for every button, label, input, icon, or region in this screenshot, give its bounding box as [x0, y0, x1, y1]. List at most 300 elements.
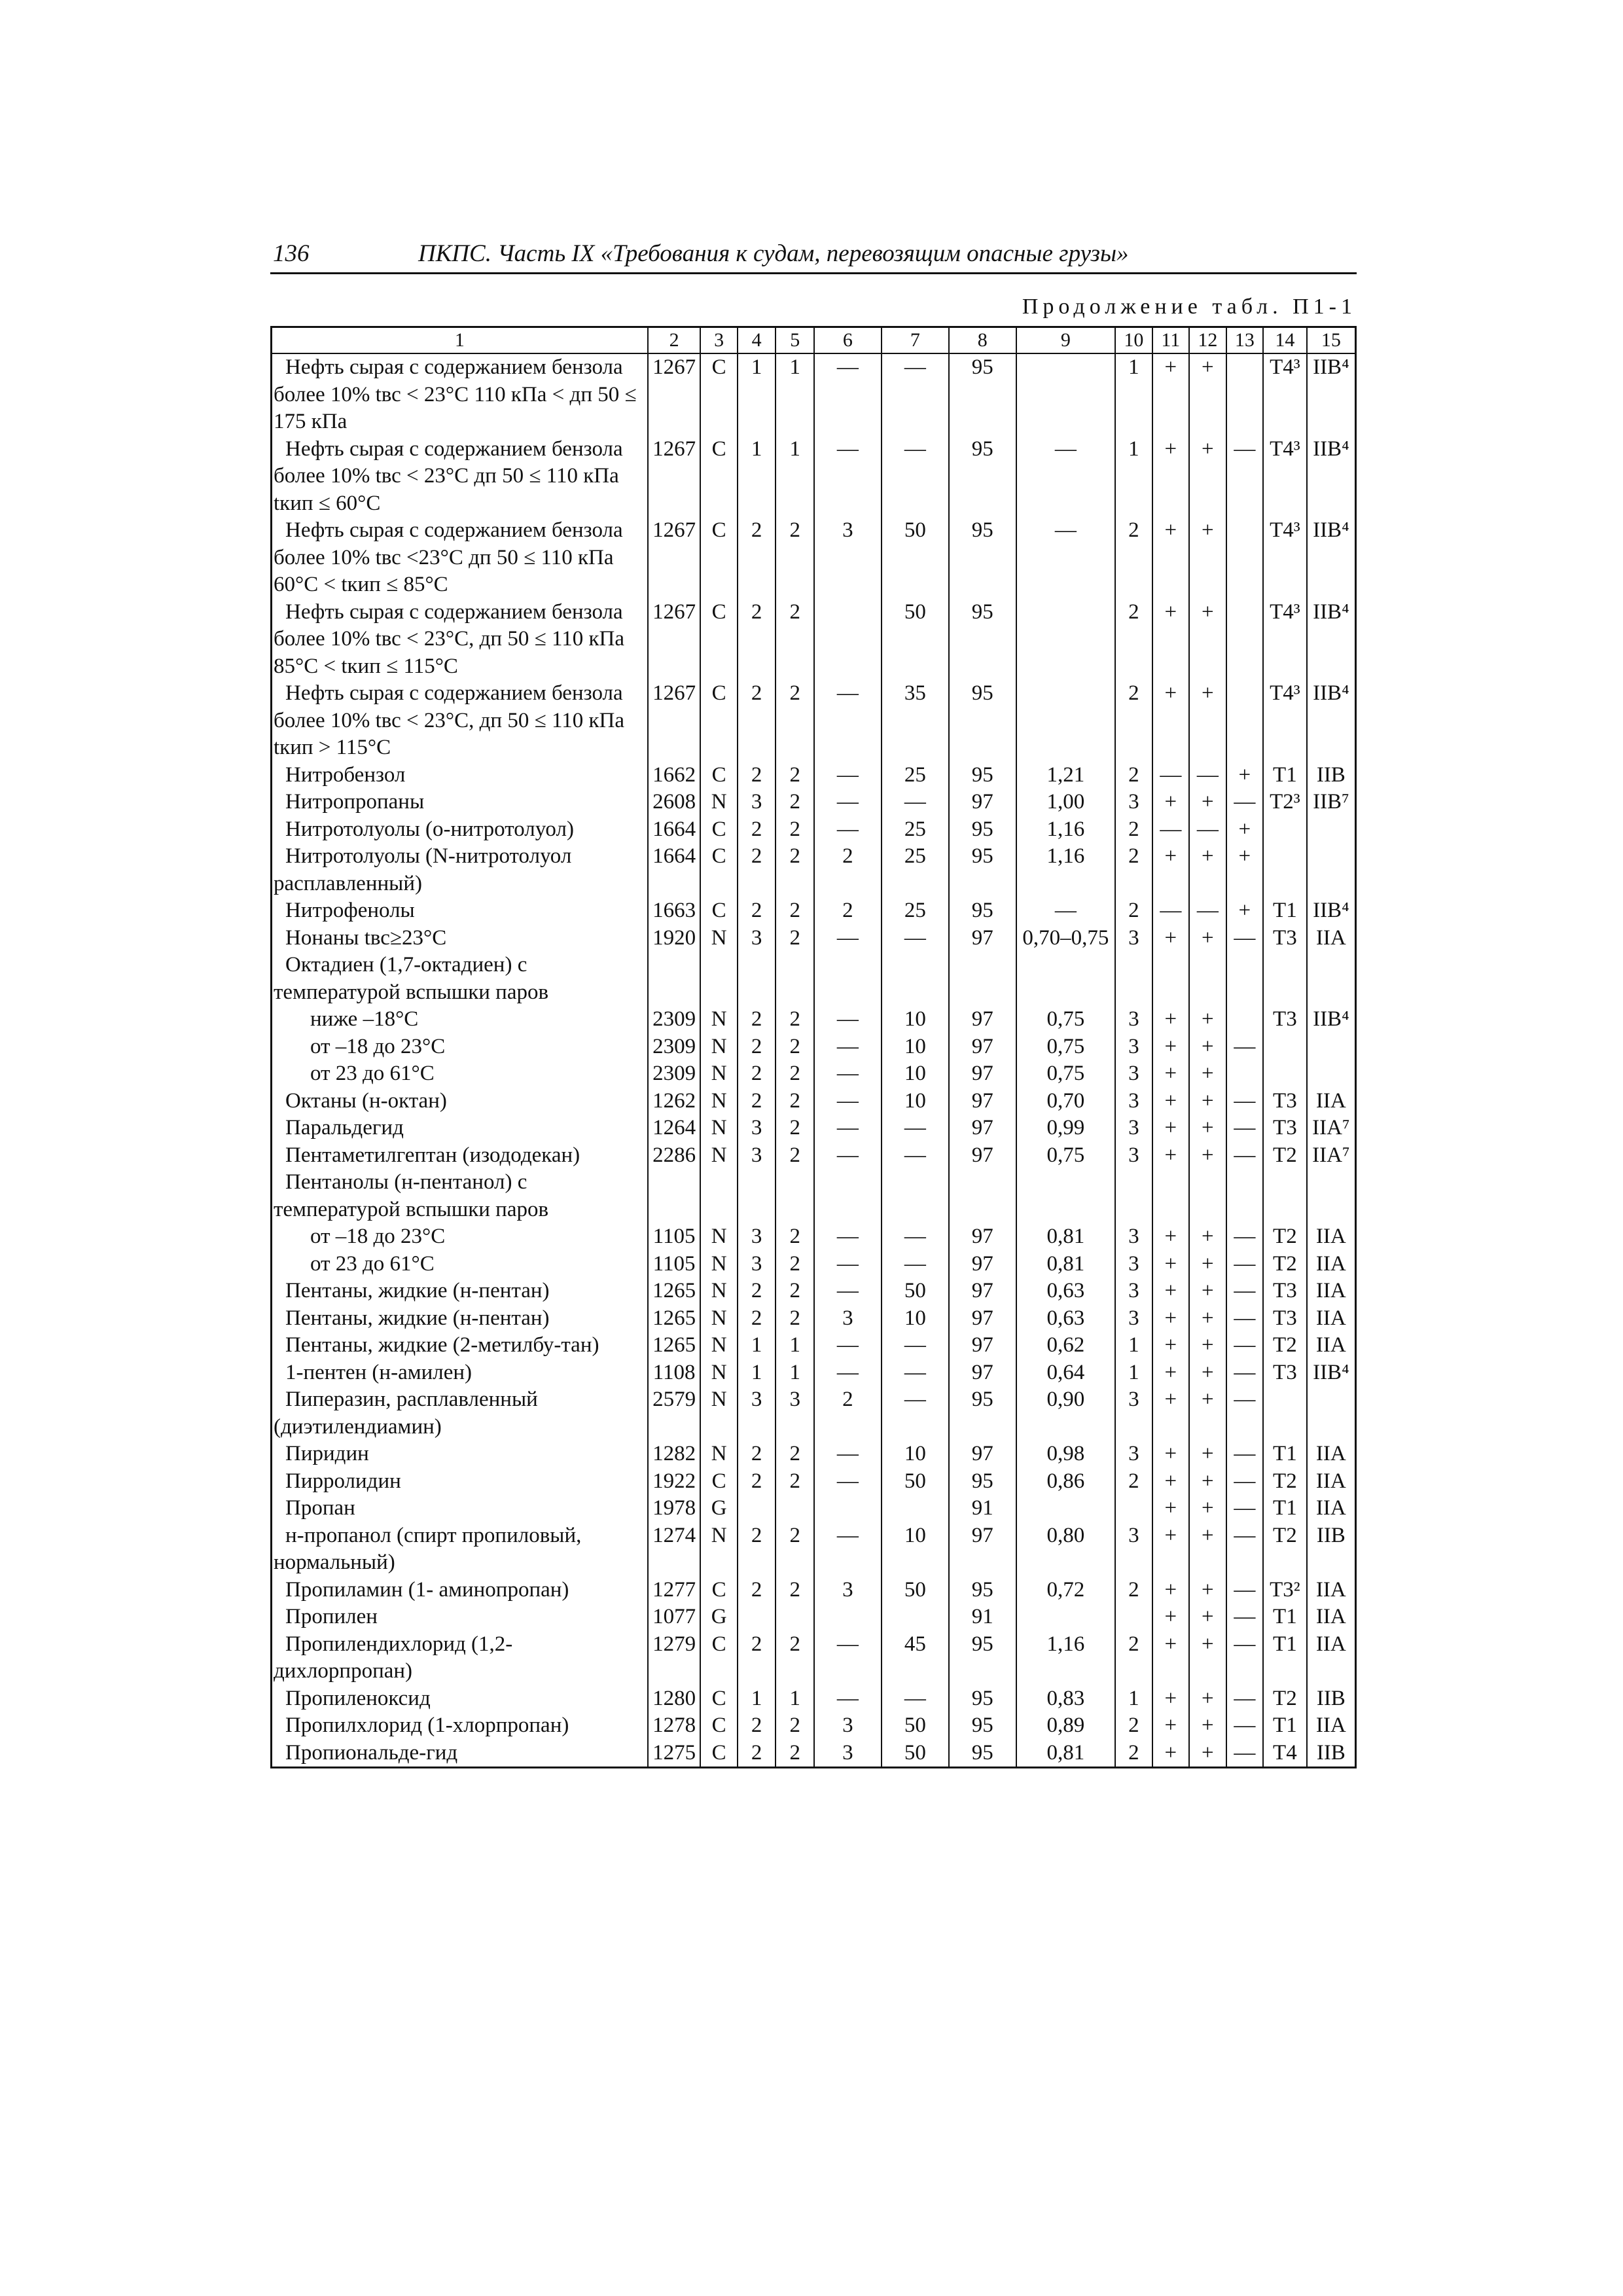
table-cell-col-8: 97 [949, 1033, 1016, 1061]
table-cell-col-10: 3 [1115, 1305, 1152, 1333]
table-cell-col-10: 2 [1115, 762, 1152, 789]
table-cell-col-4: 2 [738, 843, 776, 897]
cargo-name-cell: Нефть сырая с содержанием бензола более 10% tвс < 23°С 110 кПа < дп 50 ≤ 175 кПа [272, 353, 648, 436]
table-cell-col-14: T1 [1263, 1712, 1307, 1740]
table-cell-col-12: + [1189, 1740, 1226, 1768]
table-cell-col-4: 3 [738, 1115, 776, 1142]
table-cell-col-8: 97 [949, 925, 1016, 952]
table-cell-col-13: — [1226, 789, 1264, 816]
table-cell-col-15: IIB⁴ [1307, 1006, 1356, 1033]
table-cell-col-13: — [1226, 1033, 1264, 1061]
table-cell-col-10: 2 [1115, 1577, 1152, 1604]
table-cell-col-4: 2 [738, 897, 776, 925]
table-cell-col-12: + [1189, 1305, 1226, 1333]
table-cell-col-15: IIA [1307, 1305, 1356, 1333]
table-cell-col-9: 0,72 [1016, 1577, 1115, 1604]
table-cell-col-3: N [700, 1359, 738, 1387]
table-cell-col-3: C [700, 599, 738, 681]
table-cell-col-2: 1267 [648, 517, 701, 599]
column-header-7: 7 [882, 327, 949, 354]
table-row [272, 1441, 1356, 1468]
cargo-name-cell: Октадиен (1,7-октадиен) с температурой вспышки паров [272, 952, 648, 1006]
table-cell-col-11: + [1152, 1033, 1190, 1061]
column-header-14: 14 [1263, 327, 1307, 354]
table-cell-col-2: 2608 [648, 789, 701, 816]
table-cell-col-14 [1263, 1169, 1307, 1223]
table-cell-col-6: — [814, 1685, 882, 1713]
table-cell-col-3: C [700, 1468, 738, 1496]
table-cell-col-3: C [700, 1631, 738, 1685]
table-cell-col-11: + [1152, 1604, 1190, 1631]
cargo-name-cell: Октаны (н-октан) [272, 1088, 648, 1115]
table-cell-col-5: 2 [776, 1251, 814, 1278]
table-cell-col-15: IIB⁴ [1307, 353, 1356, 436]
table-cell-col-10 [1115, 952, 1152, 1006]
table-cell-col-9: 0,81 [1016, 1740, 1115, 1768]
table-cell-col-3: C [700, 436, 738, 518]
table-row [272, 1712, 1356, 1740]
table-cell-col-11: + [1152, 1685, 1190, 1713]
table-cell-col-8 [949, 952, 1016, 1006]
table-cell-col-6: 2 [814, 843, 882, 897]
table-cell-col-7: — [882, 789, 949, 816]
table-cell-col-3 [700, 952, 738, 1006]
table-cell-col-9: 0,75 [1016, 1033, 1115, 1061]
table-cell-col-13: + [1226, 816, 1264, 844]
table-cell-col-2: 1267 [648, 436, 701, 518]
page-header [270, 238, 1357, 274]
table-cell-col-15: IIB [1307, 762, 1356, 789]
table-cell-col-9: 1,16 [1016, 843, 1115, 897]
table-cell-col-11: + [1152, 1305, 1190, 1333]
table-cell-col-15: IIA [1307, 1441, 1356, 1468]
table-cell-col-10: 1 [1115, 353, 1152, 436]
table-cell-col-14: T4³ [1263, 436, 1307, 518]
table-cell-col-12: + [1189, 436, 1226, 518]
table-cell-col-7: — [882, 1685, 949, 1713]
table-cell-col-5: 2 [776, 1468, 814, 1496]
table-cell-col-11: + [1152, 1142, 1190, 1170]
table-cell-col-14: T3 [1263, 925, 1307, 952]
table-cell-col-9: 0,99 [1016, 1115, 1115, 1142]
table-cell-col-7 [882, 1604, 949, 1631]
table-cell-col-12: + [1189, 1495, 1226, 1522]
table-cell-col-5: 2 [776, 1033, 814, 1061]
table-cell-col-10: 3 [1115, 1441, 1152, 1468]
table-row [272, 1251, 1356, 1278]
table-cell-col-6: — [814, 1332, 882, 1359]
table-cell-col-4: 3 [738, 1386, 776, 1441]
table-cell-col-8: 97 [949, 1359, 1016, 1387]
cargo-name-cell: Нитропропаны [272, 789, 648, 816]
table-cell-col-12: + [1189, 680, 1226, 762]
table-cell-col-7 [882, 1169, 949, 1223]
table-cell-col-13: + [1226, 762, 1264, 789]
table-cell-col-11: — [1152, 897, 1190, 925]
table-cell-col-4: 2 [738, 1305, 776, 1333]
table-cell-col-10: 3 [1115, 1060, 1152, 1088]
table-cell-col-13: — [1226, 1740, 1264, 1768]
table-cell-col-8: 97 [949, 1223, 1016, 1251]
table-cell-col-5 [776, 1495, 814, 1522]
table-cell-col-14: T2 [1263, 1685, 1307, 1713]
table-cell-col-3: N [700, 1251, 738, 1278]
table-cell-col-13 [1226, 1169, 1264, 1223]
table-cell-col-4 [738, 1169, 776, 1223]
table-cell-col-2: 1275 [648, 1740, 701, 1768]
table-row [272, 789, 1356, 816]
table-cell-col-3: N [700, 1088, 738, 1115]
table-cell-col-8: 97 [949, 1060, 1016, 1088]
table-cell-col-9 [1016, 952, 1115, 1006]
table-cell-col-8: 95 [949, 1386, 1016, 1441]
table-cell-col-3: N [700, 1006, 738, 1033]
table-cell-col-3: C [700, 816, 738, 844]
table-cell-col-7: — [882, 1332, 949, 1359]
table-cell-col-13: — [1226, 1441, 1264, 1468]
table-cell-col-10: 3 [1115, 1278, 1152, 1305]
cargo-name-cell: Пиперазин, расплавленный (диэтилендиамин) [272, 1386, 648, 1441]
table-cell-col-8: 95 [949, 1712, 1016, 1740]
table-row [272, 1685, 1356, 1713]
table-cell-col-10: 2 [1115, 599, 1152, 681]
table-cell-col-9 [1016, 1495, 1115, 1522]
table-cell-col-9 [1016, 680, 1115, 762]
table-cell-col-6 [814, 599, 882, 681]
table-cell-col-6: — [814, 1278, 882, 1305]
table-cell-col-4: 2 [738, 517, 776, 599]
table-cell-col-6: — [814, 1468, 882, 1496]
table-cell-col-13: — [1226, 1305, 1264, 1333]
table-cell-col-5: 2 [776, 1441, 814, 1468]
table-row [272, 353, 1356, 436]
table-cell-col-4: 2 [738, 1522, 776, 1577]
table-cell-col-6 [814, 1495, 882, 1522]
table-cell-col-2: 1105 [648, 1251, 701, 1278]
table-row [272, 1223, 1356, 1251]
cargo-name-cell: Пропиламин (1- аминопропан) [272, 1577, 648, 1604]
table-cell-col-4 [738, 952, 776, 1006]
table-cell-col-12: — [1189, 816, 1226, 844]
table-cell-col-8: 95 [949, 762, 1016, 789]
page-number: 136 [273, 240, 310, 267]
table-cell-col-15: IIB [1307, 1522, 1356, 1577]
table-cell-col-4: 2 [738, 1712, 776, 1740]
table-cell-col-11 [1152, 1169, 1190, 1223]
hazardous-cargo-table [270, 326, 1357, 1768]
table-cell-col-4: 1 [738, 1359, 776, 1387]
table-cell-col-14: T2 [1263, 1332, 1307, 1359]
table-cell-col-5: 2 [776, 789, 814, 816]
table-cell-col-7 [882, 1495, 949, 1522]
table-cell-col-6: — [814, 1631, 882, 1685]
table-cell-col-11: + [1152, 1332, 1190, 1359]
table-cell-col-14: T2 [1263, 1223, 1307, 1251]
table-cell-col-6: — [814, 1441, 882, 1468]
table-cell-col-14: T2 [1263, 1142, 1307, 1170]
table-cell-col-11: + [1152, 1441, 1190, 1468]
cargo-name-cell: Нонаны tвс≥23°С [272, 925, 648, 952]
table-cell-col-14: T1 [1263, 897, 1307, 925]
table-cell-col-15: IIB⁴ [1307, 517, 1356, 599]
table-cell-col-3 [700, 1169, 738, 1223]
table-cell-col-12 [1189, 952, 1226, 1006]
table-cell-col-5: 2 [776, 843, 814, 897]
table-row [272, 1604, 1356, 1631]
column-header-1: 1 [272, 327, 648, 354]
table-cell-col-2: 1664 [648, 843, 701, 897]
table-cell-col-12: — [1189, 897, 1226, 925]
table-cell-col-9: 0,70 [1016, 1088, 1115, 1115]
table-cell-col-10: 2 [1115, 1740, 1152, 1768]
table-cell-col-6 [814, 1604, 882, 1631]
table-cell-col-4: 2 [738, 762, 776, 789]
table-cell-col-11: + [1152, 1740, 1190, 1768]
table-cell-col-4: 3 [738, 1223, 776, 1251]
table-cell-col-15: IIA⁷ [1307, 1142, 1356, 1170]
running-title: ПКПС. Часть IX «Требования к судам, перевозящим опасные грузы» [418, 240, 1129, 267]
table-cell-col-9 [1016, 1604, 1115, 1631]
table-cell-col-11: + [1152, 599, 1190, 681]
table-cell-col-8: 97 [949, 1251, 1016, 1278]
table-cell-col-7 [882, 952, 949, 1006]
table-cell-col-8: 97 [949, 1142, 1016, 1170]
table-cell-col-5: 2 [776, 1712, 814, 1740]
table-cell-col-10 [1115, 1495, 1152, 1522]
table-row [272, 1631, 1356, 1685]
table-cell-col-13: — [1226, 1115, 1264, 1142]
table-cell-col-13: — [1226, 436, 1264, 518]
table-cell-col-10: 1 [1115, 436, 1152, 518]
table-cell-col-10: 2 [1115, 897, 1152, 925]
table-cell-col-7: 35 [882, 680, 949, 762]
table-row [272, 816, 1356, 844]
table-cell-col-5: 2 [776, 1278, 814, 1305]
table-cell-col-7: — [882, 1386, 949, 1441]
table-cell-col-4: 1 [738, 436, 776, 518]
cargo-name-cell: от 23 до 61°С [272, 1251, 648, 1278]
table-cell-col-8: 97 [949, 1278, 1016, 1305]
table-cell-col-7: 50 [882, 517, 949, 599]
table-cell-col-7: 25 [882, 843, 949, 897]
table-cell-col-14: T1 [1263, 1604, 1307, 1631]
table-row [272, 1332, 1356, 1359]
table-cell-col-3: C [700, 353, 738, 436]
column-header-12: 12 [1189, 327, 1226, 354]
table-cell-col-7: — [882, 1223, 949, 1251]
table-cell-col-15: IIB⁴ [1307, 436, 1356, 518]
table-cell-col-4: 2 [738, 1631, 776, 1685]
table-cell-col-13 [1226, 517, 1264, 599]
table-cell-col-6: — [814, 1359, 882, 1387]
table-cell-col-12: + [1189, 1142, 1226, 1170]
table-cell-col-11: + [1152, 1468, 1190, 1496]
table-cell-col-7: — [882, 436, 949, 518]
table-cell-col-9: — [1016, 436, 1115, 518]
table-cell-col-5: 1 [776, 436, 814, 518]
table-cell-col-2: 1108 [648, 1359, 701, 1387]
table-cell-col-6: — [814, 816, 882, 844]
table-cell-col-4: 2 [738, 1577, 776, 1604]
table-cell-col-9: 0,75 [1016, 1006, 1115, 1033]
table-cell-col-12: + [1189, 1386, 1226, 1441]
table-cell-col-12: + [1189, 1033, 1226, 1061]
table-cell-col-2: 2579 [648, 1386, 701, 1441]
table-cell-col-2: 1282 [648, 1441, 701, 1468]
table-cell-col-7: 10 [882, 1060, 949, 1088]
table-cell-col-8: 95 [949, 843, 1016, 897]
cargo-name-cell: Нитротолуолы (N-нитротолуол расплавленный) [272, 843, 648, 897]
table-cell-col-15: IIA [1307, 1495, 1356, 1522]
table-cell-col-3: N [700, 1278, 738, 1305]
table-cell-col-14: T3² [1263, 1577, 1307, 1604]
table-cell-col-4: 2 [738, 1468, 776, 1496]
table-cell-col-10: 1 [1115, 1332, 1152, 1359]
table-row [272, 1577, 1356, 1604]
table-cell-col-14: T2 [1263, 1468, 1307, 1496]
table-cell-col-13: — [1226, 1088, 1264, 1115]
table-cell-col-4: 2 [738, 816, 776, 844]
table-cell-col-10: 3 [1115, 1223, 1152, 1251]
table-cell-col-12: + [1189, 1115, 1226, 1142]
table-cell-col-8: 95 [949, 599, 1016, 681]
table-cell-col-3: G [700, 1495, 738, 1522]
table-cell-col-8: 97 [949, 1441, 1016, 1468]
table-cell-col-9: 0,81 [1016, 1251, 1115, 1278]
table-cell-col-14: T4³ [1263, 517, 1307, 599]
table-cell-col-9: 0,98 [1016, 1441, 1115, 1468]
table-cell-col-5: 2 [776, 680, 814, 762]
table-cell-col-15: IIA [1307, 1332, 1356, 1359]
table-cell-col-8: 95 [949, 1631, 1016, 1685]
table-cell-col-8: 97 [949, 1305, 1016, 1333]
table-cell-col-11: + [1152, 925, 1190, 952]
table-cell-col-10: 3 [1115, 1386, 1152, 1441]
table-cell-col-13: — [1226, 1685, 1264, 1713]
table-cell-col-5: 3 [776, 1386, 814, 1441]
table-cell-col-14: T1 [1263, 762, 1307, 789]
table-cell-col-14: T1 [1263, 1441, 1307, 1468]
table-cell-col-11: + [1152, 1278, 1190, 1305]
table-cell-col-4: 2 [738, 1441, 776, 1468]
table-cell-col-14: T4 [1263, 1740, 1307, 1768]
table-cell-col-3: C [700, 1740, 738, 1768]
table-cell-col-10: 3 [1115, 1142, 1152, 1170]
cargo-name-cell: Пропилхлорид (1-хлорпропан) [272, 1712, 648, 1740]
table-cell-col-11: + [1152, 1088, 1190, 1115]
table-cell-col-3: N [700, 1386, 738, 1441]
table-cell-col-7: 10 [882, 1033, 949, 1061]
table-cell-col-10: 2 [1115, 843, 1152, 897]
table-cell-col-4: 1 [738, 1332, 776, 1359]
table-cell-col-6: — [814, 1033, 882, 1061]
column-number-row [272, 327, 1356, 354]
table-cell-col-9: 1,21 [1016, 762, 1115, 789]
table-row [272, 599, 1356, 681]
table-cell-col-15 [1307, 816, 1356, 844]
table-cell-col-4: 2 [738, 1033, 776, 1061]
table-cell-col-13: — [1226, 1604, 1264, 1631]
table-cell-col-6: — [814, 680, 882, 762]
table-cell-col-6: 3 [814, 1305, 882, 1333]
table-cell-col-15 [1307, 1386, 1356, 1441]
table-cell-col-3: N [700, 789, 738, 816]
table-cell-col-7: — [882, 1142, 949, 1170]
table-cell-col-2: 1662 [648, 762, 701, 789]
cargo-name-cell: от –18 до 23°С [272, 1033, 648, 1061]
cargo-name-cell: Пирролидин [272, 1468, 648, 1496]
table-cell-col-13: — [1226, 1251, 1264, 1278]
table-cell-col-11: + [1152, 1631, 1190, 1685]
table-cell-col-11: — [1152, 816, 1190, 844]
table-cell-col-14 [1263, 952, 1307, 1006]
table-cell-col-8: 97 [949, 1522, 1016, 1577]
column-header-13: 13 [1226, 327, 1264, 354]
table-cell-col-6: 3 [814, 1577, 882, 1604]
table-cell-col-9: 0,75 [1016, 1060, 1115, 1088]
table-cell-col-5: 1 [776, 353, 814, 436]
table-row [272, 1142, 1356, 1170]
table-cell-col-5: 2 [776, 1522, 814, 1577]
cargo-name-cell: Пентаны, жидкие (2-метилбу-тан) [272, 1332, 648, 1359]
table-cell-col-3: N [700, 1115, 738, 1142]
table-cell-col-11: + [1152, 1006, 1190, 1033]
table-cell-col-10: 2 [1115, 1468, 1152, 1496]
table-cell-col-5: 2 [776, 1060, 814, 1088]
table-cell-col-5: 2 [776, 1631, 814, 1685]
table-cell-col-15: IIA [1307, 925, 1356, 952]
table-cell-col-2: 1267 [648, 680, 701, 762]
cargo-name-cell: Нитробензол [272, 762, 648, 789]
table-cell-col-7: — [882, 1251, 949, 1278]
table-cell-col-13: — [1226, 1142, 1264, 1170]
table-cell-col-11: + [1152, 1251, 1190, 1278]
table-cell-col-7: 10 [882, 1006, 949, 1033]
table-cell-col-5: 1 [776, 1685, 814, 1713]
table-cell-col-6: — [814, 1223, 882, 1251]
table-cell-col-10: 2 [1115, 517, 1152, 599]
table-cell-col-14: T3 [1263, 1115, 1307, 1142]
table-cell-col-11: + [1152, 517, 1190, 599]
table-cell-col-9: 0,64 [1016, 1359, 1115, 1387]
table-cell-col-3: N [700, 1033, 738, 1061]
cargo-name-cell: Паральдегид [272, 1115, 648, 1142]
table-cell-col-11: + [1152, 1577, 1190, 1604]
table-cell-col-10: 1 [1115, 1359, 1152, 1387]
table-cell-col-12: + [1189, 1685, 1226, 1713]
cargo-name-cell: 1-пентен (н-амилен) [272, 1359, 648, 1387]
table-cell-col-10: 2 [1115, 680, 1152, 762]
table-cell-col-5: 2 [776, 1115, 814, 1142]
table-cell-col-15: IIA [1307, 1278, 1356, 1305]
table-cell-col-6: — [814, 436, 882, 518]
table-cell-col-13: — [1226, 1522, 1264, 1577]
cargo-name-cell: от –18 до 23°С [272, 1223, 648, 1251]
table-row [272, 436, 1356, 518]
table-cell-col-12: + [1189, 1522, 1226, 1577]
table-cell-col-7: 25 [882, 816, 949, 844]
table-cell-col-5: 2 [776, 1577, 814, 1604]
table-cell-col-10: 3 [1115, 1522, 1152, 1577]
table-cell-col-12: + [1189, 1332, 1226, 1359]
table-cell-col-13 [1226, 1006, 1264, 1033]
table-cell-col-13 [1226, 599, 1264, 681]
table-cell-col-9: 0,63 [1016, 1278, 1115, 1305]
table-cell-col-11: + [1152, 1060, 1190, 1088]
table-cell-col-10: 3 [1115, 925, 1152, 952]
table-cell-col-3: N [700, 1305, 738, 1333]
table-cell-col-4: 2 [738, 1060, 776, 1088]
